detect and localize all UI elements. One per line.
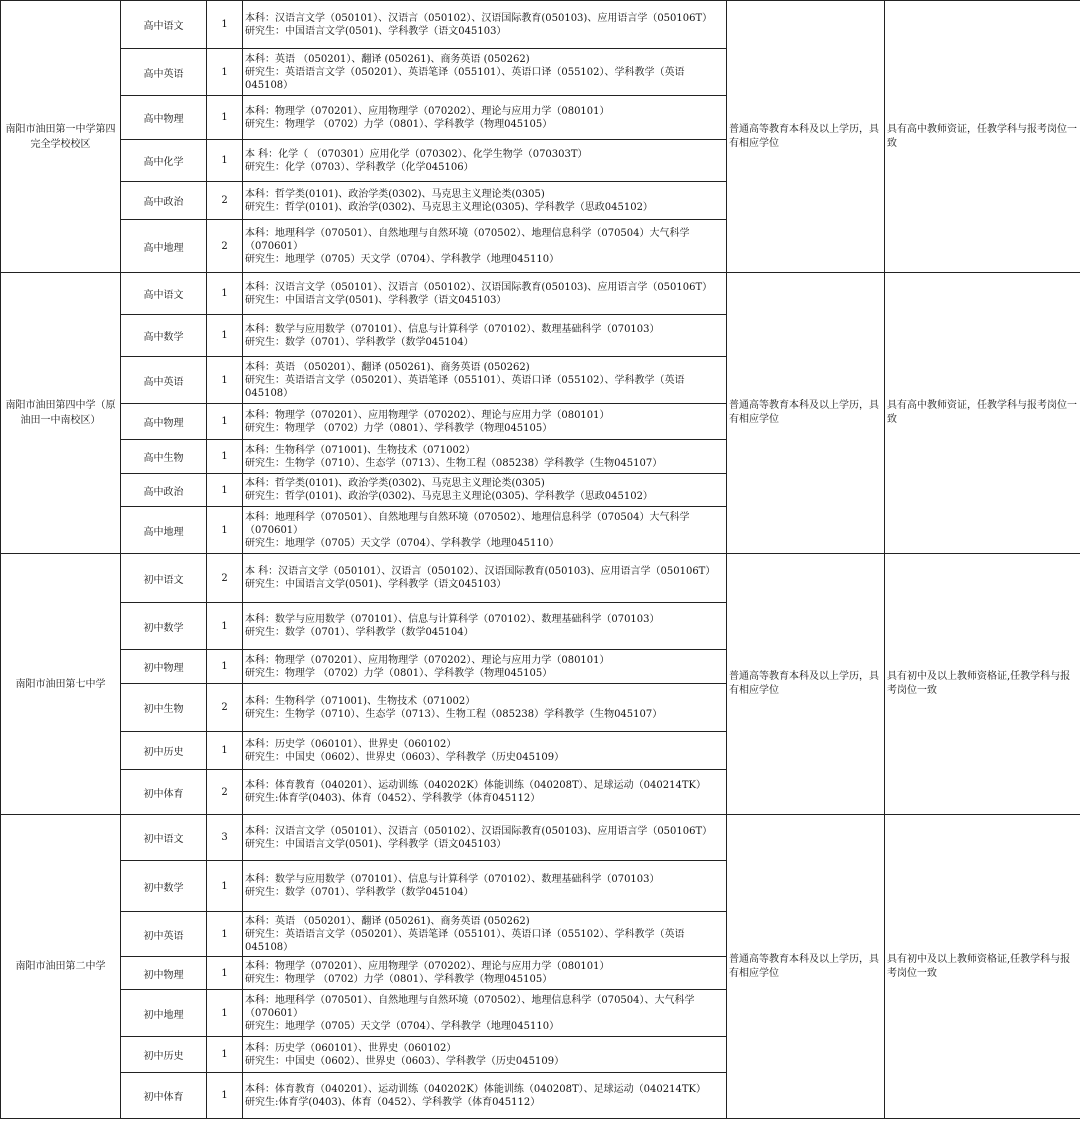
post-name: 高中英语 <box>121 49 207 96</box>
post-name: 高中数学 <box>121 315 207 357</box>
major-requirements <box>243 603 727 650</box>
hiring-count: 1 <box>207 603 243 650</box>
hiring-count: 2 <box>207 684 243 732</box>
hiring-count: 1 <box>207 49 243 96</box>
post-name: 初中历史 <box>121 732 207 770</box>
postgraduate-majors: 研究生:体育学(0403)、体育（0452）、学科教学（体育045112） <box>245 1096 541 1108</box>
undergraduate-majors: 本科：哲学类(0101)、政治学类(0302)、马克思主义理论类(0305) <box>245 188 545 200</box>
post-name: 初中生物 <box>121 684 207 732</box>
hiring-count: 1 <box>207 474 243 507</box>
postgraduate-majors: 研究生：中国语言文学(0501)、学科教学（语文045103） <box>245 838 507 850</box>
table-row <box>1 815 1080 861</box>
hiring-count: 1 <box>207 957 243 990</box>
postgraduate-majors: 研究生：中国语言文学(0501)、学科教学（语文045103） <box>245 579 507 590</box>
undergraduate-majors: 本科：哲学类(0101)、政治学类(0302)、马克思主义理论类(0305) <box>245 478 545 489</box>
major-requirements <box>243 404 727 440</box>
major-requirements <box>243 96 727 140</box>
post-name: 高中生物 <box>121 440 207 474</box>
hiring-count: 1 <box>207 1073 243 1119</box>
undergraduate-majors: 本科：历史学（060101）、世界史（060102） <box>245 738 457 750</box>
school-name: 南阳市油田第四中学（原油田一中南校区） <box>1 273 121 554</box>
undergraduate-majors: 本科：物理学（070201）、应用物理学（070202）、理论与应用力学（080101） <box>245 409 610 421</box>
undergraduate-majors: 本科：物理学（070201）、应用物理学（070202）、理论与应用力学（080101） <box>245 961 610 972</box>
major-requirements <box>243 49 727 96</box>
major-requirements <box>243 554 727 603</box>
education-requirement: 普通高等教育本科及以上学历，具有相应学位 <box>727 815 885 1119</box>
postgraduate-majors: 研究生：化学（0703）、学科教学（化学045106） <box>245 161 474 173</box>
undergraduate-majors: 本科：生物科学（071001)、生物技术（071002） <box>245 444 476 456</box>
post-name: 高中英语 <box>121 357 207 404</box>
hiring-count: 1 <box>207 650 243 684</box>
postgraduate-majors: 研究生：物理学 （0702）力学（0801）、学科教学（物理045105） <box>245 974 553 985</box>
post-name: 高中地理 <box>121 507 207 554</box>
major-requirements <box>243 732 727 770</box>
postgraduate-majors: 研究生：生物学（0710）、生态学（0713）、生物工程（085238）学科教学（生物045107） <box>245 457 663 469</box>
education-requirement: 普通高等教育本科及以上学历，具有相应学位 <box>727 1 885 273</box>
undergraduate-majors: 本科：历史学（060101）、世界史（060102） <box>245 1042 457 1054</box>
post-name: 初中历史 <box>121 1037 207 1073</box>
postgraduate-majors: 研究生：数学（0701）、学科教学（数学045104） <box>245 627 474 638</box>
post-name: 高中地理 <box>121 220 207 273</box>
major-requirements <box>243 650 727 684</box>
table-row <box>1 554 1080 603</box>
major-requirements <box>243 182 727 220</box>
undergraduate-majors: 本科：地理科学（070501）、自然地理与自然环境（070502）、地理信息科学（070504）大气科学（070601） <box>245 227 690 252</box>
postgraduate-majors: 研究生：地理学（0705）天文学（0704）、学科教学（地理045110） <box>245 537 560 549</box>
school-name: 南阳市油田第二中学 <box>1 815 121 1119</box>
hiring-count: 1 <box>207 1037 243 1073</box>
major-requirements <box>243 474 727 507</box>
post-name: 高中化学 <box>121 140 207 182</box>
hiring-count: 1 <box>207 273 243 315</box>
post-name: 初中数学 <box>121 861 207 912</box>
postgraduate-majors: 研究生：哲学(0101)、政治学(0302)、马克思主义理论(0305)、学科教学（思政045102） <box>245 201 653 213</box>
major-requirements <box>243 861 727 912</box>
post-name: 高中物理 <box>121 96 207 140</box>
post-name: 初中英语 <box>121 912 207 957</box>
undergraduate-majors: 本科：英语 （050201）、翻译 (050261)、商务英语 (050262) <box>245 53 530 65</box>
qualification-requirement: 具有高中教师资证，任教学科与报考岗位一致 <box>885 273 1080 554</box>
undergraduate-majors: 本科：体育教育（040201）、运动训练（040202K）体能训练（040208T）、足球运动（040214TK） <box>245 780 706 791</box>
major-requirements <box>243 957 727 990</box>
hiring-count: 2 <box>207 220 243 273</box>
major-requirements <box>243 315 727 357</box>
undergraduate-majors: 本科：数学与应用数学（070101）、信息与计算科学（070102）、数理基础科学（070103） <box>245 323 660 335</box>
hiring-count: 1 <box>207 1 243 49</box>
undergraduate-majors: 本科：汉语言文学（050101）、汉语言（050102）、汉语国际教育(050103)、应用语言学（050106T） <box>245 12 713 24</box>
post-name: 高中语文 <box>121 273 207 315</box>
postgraduate-majors: 研究生：英语语言文学（050201）、英语笔译（055101）、英语口译（055102）、学科教学（英语045108） <box>245 66 685 91</box>
table-row <box>1 273 1080 315</box>
hiring-count: 2 <box>207 770 243 815</box>
hiring-count: 1 <box>207 96 243 140</box>
major-requirements <box>243 770 727 815</box>
education-requirement: 普通高等教育本科及以上学历，具有相应学位 <box>727 273 885 554</box>
post-name: 高中语文 <box>121 1 207 49</box>
undergraduate-majors: 本科：生物科学（071001)、生物技术（071002） <box>245 695 476 707</box>
post-name: 初中数学 <box>121 603 207 650</box>
postgraduate-majors: 研究生：哲学(0101)、政治学(0302)、马克思主义理论(0305)、学科教学（思政045102） <box>245 491 653 502</box>
undergraduate-majors: 本科：数学与应用数学（070101）、信息与计算科学（070102）、数理基础科学（070103） <box>245 614 660 625</box>
post-name: 初中物理 <box>121 650 207 684</box>
major-requirements <box>243 440 727 474</box>
postgraduate-majors: 研究生：数学（0701）、学科教学（数学045104） <box>245 887 474 898</box>
post-name: 初中语文 <box>121 554 207 603</box>
hiring-count: 2 <box>207 554 243 603</box>
postgraduate-majors: 研究生：中国语言文学(0501)、学科教学（语文045103） <box>245 294 507 306</box>
hiring-count: 1 <box>207 861 243 912</box>
qualification-requirement: 具有初中及以上教师资格证,任教学科与报考岗位一致 <box>885 554 1080 815</box>
undergraduate-majors: 本 科：汉语言文学（050101）、汉语言（050102）、汉语国际教育(050103)、应用语言学（050106T） <box>245 566 716 577</box>
hiring-count: 3 <box>207 815 243 861</box>
undergraduate-majors: 本科：数学与应用数学（070101）、信息与计算科学（070102）、数理基础科学（070103） <box>245 874 660 885</box>
postgraduate-majors: 研究生:体育学(0403)、体育（0452）、学科教学（体育045112） <box>245 793 541 804</box>
postgraduate-majors: 研究生：物理学 （0702）力学（0801）、学科教学（物理045105） <box>245 667 553 679</box>
major-requirements <box>243 1 727 49</box>
undergraduate-majors: 本科：物理学（070201）、应用物理学（070202）、理论与应用力学（080101） <box>245 105 610 117</box>
hiring-count: 1 <box>207 404 243 440</box>
postgraduate-majors: 研究生：中国史（0602）、世界史（0603）、学科教学（历史045109） <box>245 1055 565 1067</box>
postgraduate-majors: 研究生：中国史（0602）、世界史（0603）、学科教学（历史045109） <box>245 751 565 763</box>
hiring-count: 2 <box>207 182 243 220</box>
post-name: 初中语文 <box>121 815 207 861</box>
undergraduate-majors: 本科：体育教育（040201）、运动训练（040202K）体能训练（040208T）、足球运动（040214TK） <box>245 1083 706 1095</box>
undergraduate-majors: 本科：物理学（070201）、应用物理学（070202）、理论与应用力学（080101） <box>245 654 610 666</box>
postgraduate-majors: 研究生：英语语言文学（050201）、英语笔译（055101）、英语口译（055102）、学科教学（英语045108） <box>245 374 685 399</box>
hiring-count: 1 <box>207 357 243 404</box>
major-requirements <box>243 507 727 554</box>
hiring-count: 1 <box>207 990 243 1037</box>
undergraduate-majors: 本科：地理科学（070501）、自然地理与自然环境（070502）、地理信息科学（070504）、大气科学（070601） <box>245 994 695 1019</box>
postgraduate-majors: 研究生：英语语言文学（050201）、英语笔译（055101）、英语口译（055102）、学科教学（英语045108） <box>245 928 685 953</box>
post-name: 初中地理 <box>121 990 207 1037</box>
postgraduate-majors: 研究生：数学（0701）、学科教学（数学045104） <box>245 336 474 348</box>
table-row <box>1 1 1080 49</box>
hiring-count: 1 <box>207 315 243 357</box>
major-requirements <box>243 273 727 315</box>
hiring-count: 1 <box>207 440 243 474</box>
major-requirements <box>243 990 727 1037</box>
undergraduate-majors: 本科：英语 （050201）、翻译 (050261)、商务英语 (050262) <box>245 915 530 927</box>
major-requirements <box>243 912 727 957</box>
education-requirement: 普通高等教育本科及以上学历，具有相应学位 <box>727 554 885 815</box>
postgraduate-majors: 研究生：物理学 （0702）力学（0801）、学科教学（物理045105） <box>245 118 553 130</box>
undergraduate-majors: 本 科：化学（ （070301）应用化学（070302）、化学生物学（070303T） <box>245 148 588 160</box>
undergraduate-majors: 本科：汉语言文学（050101）、汉语言（050102）、汉语国际教育(050103)、应用语言学（050106T） <box>245 825 713 837</box>
postgraduate-majors: 研究生：物理学 （0702）力学（0801）、学科教学（物理045105） <box>245 422 553 434</box>
post-name: 高中政治 <box>121 474 207 507</box>
qualification-requirement: 具有高中教师资证，任教学科与报考岗位一致 <box>885 1 1080 273</box>
school-name: 南阳市油田第一中学第四完全学校校区 <box>1 1 121 273</box>
undergraduate-majors: 本科：汉语言文学（050101）、汉语言（050102）、汉语国际教育(050103)、应用语言学（050106T） <box>245 281 713 293</box>
major-requirements <box>243 1073 727 1119</box>
postgraduate-majors: 研究生：中国语言文学(0501)、学科教学（语文045103） <box>245 25 507 37</box>
major-requirements <box>243 1037 727 1073</box>
postgraduate-majors: 研究生：生物学（0710）、生态学（0713）、生物工程（085238）学科教学（生物045107） <box>245 708 663 720</box>
hiring-count: 1 <box>207 912 243 957</box>
undergraduate-majors: 本科：地理科学（070501）、自然地理与自然环境（070502）、地理信息科学（070504）大气科学（070601） <box>245 511 690 536</box>
post-name: 初中体育 <box>121 1073 207 1119</box>
major-requirements <box>243 140 727 182</box>
undergraduate-majors: 本科：英语 （050201）、翻译 (050261)、商务英语 (050262) <box>245 361 530 373</box>
school-name: 南阳市油田第七中学 <box>1 554 121 815</box>
hiring-count: 1 <box>207 507 243 554</box>
major-requirements <box>243 815 727 861</box>
major-requirements <box>243 684 727 732</box>
post-name: 初中物理 <box>121 957 207 990</box>
hiring-count: 1 <box>207 140 243 182</box>
postgraduate-majors: 研究生：地理学（0705）天文学（0704）、学科教学（地理045110） <box>245 253 560 265</box>
postgraduate-majors: 研究生：地理学（0705）天文学（0704）、学科教学（地理045110） <box>245 1020 560 1032</box>
hiring-count: 1 <box>207 732 243 770</box>
major-requirements <box>243 220 727 273</box>
major-requirements <box>243 357 727 404</box>
post-name: 初中体育 <box>121 770 207 815</box>
post-name: 高中政治 <box>121 182 207 220</box>
post-name: 高中物理 <box>121 404 207 440</box>
qualification-requirement: 具有初中及以上教师资格证,任教学科与报考岗位一致 <box>885 815 1080 1119</box>
